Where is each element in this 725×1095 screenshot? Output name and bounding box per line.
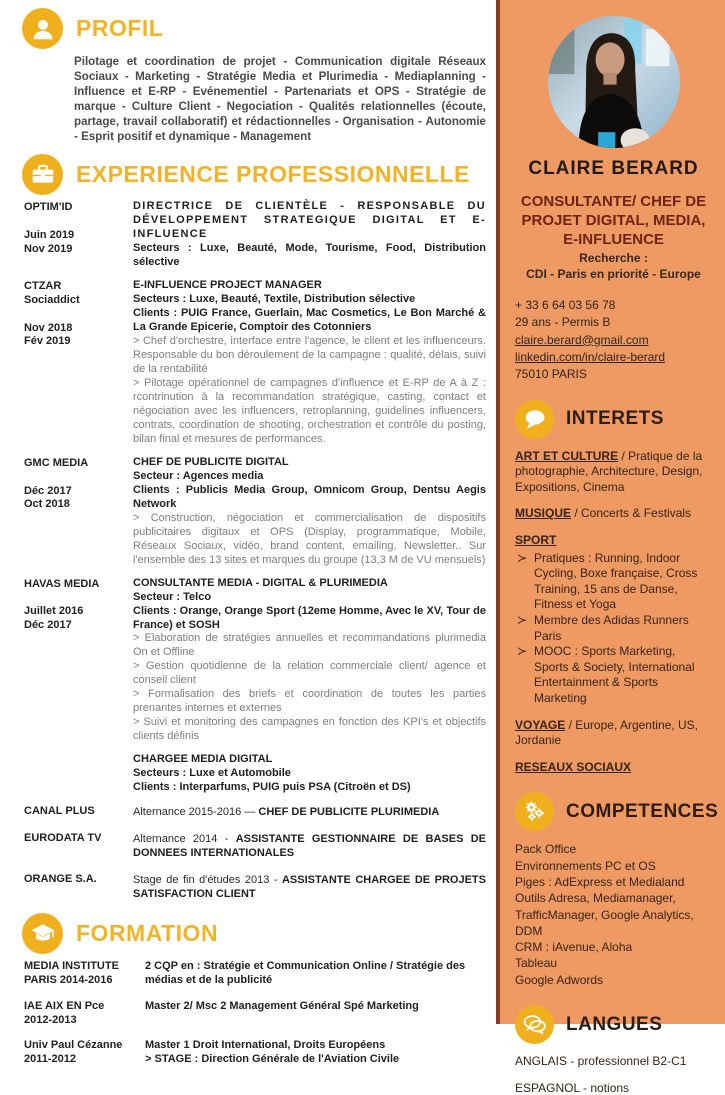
experience-entry-chargee — [24, 753, 486, 795]
school-years: 2011-2012 — [24, 1053, 76, 1066]
competence-item: CRM : iAvenue, Aloha — [515, 940, 633, 955]
person-icon — [22, 8, 63, 49]
experience-entry-canalplus — [24, 804, 486, 820]
experience-section-header — [22, 154, 486, 195]
degree-stage-line: > STAGE : Direction Générale de l'Aviation Civile — [145, 1053, 400, 1066]
competences-section-header — [515, 792, 719, 831]
entry-left — [24, 456, 124, 568]
job-sectors: Secteur : Agences media — [133, 469, 264, 482]
experience-entry-eurodata — [24, 831, 486, 861]
speech-bubble-icon — [515, 400, 554, 439]
competences-heading: COMPETENCES — [566, 800, 719, 822]
school-line: MEDIA INSTITUTE — [24, 959, 119, 972]
job-title: DIRECTRICE DE CLIENTÈLE - RESPONSABLE DU DÉVELOPPEMENT STRATEGIQUE DIGITAL ET E-INFLUENCE — [133, 200, 486, 241]
company-name: ORANGE S.A. — [24, 873, 97, 886]
role-prefix: Stage de fin d'études 2013 - — [133, 874, 282, 887]
experience-heading: EXPERIENCE PROFESSIONNELLE — [76, 161, 470, 188]
arrow-bullet-icon: ≻ — [517, 612, 528, 627]
competences-list — [515, 841, 712, 988]
date-start: Juin 2019 — [24, 229, 75, 242]
contact-block — [515, 297, 712, 382]
interest-label: VOYAGE — [515, 717, 566, 732]
date-end: Oct 2018 — [24, 498, 70, 511]
interest-musique — [515, 506, 712, 522]
entry-dates — [24, 322, 124, 350]
formation-heading: FORMATION — [76, 919, 219, 946]
experience-entry-orange — [24, 872, 486, 902]
interest-label: ART ET CULTURE — [515, 448, 619, 463]
school-line: Univ Paul Cézanne — [24, 1039, 123, 1052]
langues-section-header — [515, 1005, 712, 1044]
competence-item: Tableau — [515, 956, 558, 971]
date-start: Déc 2017 — [24, 484, 72, 497]
interest-text: / Europe, Argentine, US, Jordanie — [515, 717, 698, 748]
email-link[interactable]: claire.berard@gmail.com — [515, 332, 649, 347]
search-label: Recherche : — [579, 251, 648, 266]
language-espagnol: ESPAGNOL - notions — [515, 1081, 630, 1095]
address: 75010 PARIS — [515, 366, 587, 381]
interest-art-culture — [515, 449, 712, 496]
interest-label: MUSIQUE — [515, 506, 572, 521]
experience-entry-optimid — [24, 200, 486, 270]
job-clients: Clients : PUIG France, Guerlain, Mac Cosmetics, Le Bon Marché & La Grande Epicerie, Comptoir des Cotonniers — [133, 307, 486, 334]
job-clients: Clients : Publicis Media Group, Omnicom Group, Dentsu Aegis Network — [133, 483, 486, 510]
entry-body — [133, 279, 486, 447]
job-sectors: Secteurs : Luxe, Beauté, Textile, Distribution sélective — [133, 293, 416, 306]
interets-section-header — [515, 400, 712, 439]
arrow-bullet-icon: ≻ — [517, 550, 528, 565]
role-prefix: Alternance 2014 - — [133, 833, 236, 846]
interest-text: / Pratique de la photographie, Architecture, Design, Expositions, Cinema — [515, 448, 703, 494]
age-permit: 29 ans - Permis B — [515, 315, 611, 330]
degree-line: Master 1 Droit International, Droits Européens — [145, 1039, 386, 1052]
entry-body — [133, 577, 486, 745]
company-name: CTZAR — [24, 280, 62, 293]
company-name: HAVAS MEDIA — [24, 577, 100, 590]
job-title: CONSULTANTE MEDIA - DIGITAL & PLURIMEDIA — [133, 576, 388, 589]
formation-section-header — [22, 913, 486, 954]
company-name-2: Sociaddict — [24, 293, 80, 306]
entry-dates — [24, 605, 124, 633]
job-detail: > Construction, négociation et commercialisation de dispositifs publicitaires digitaux et OPS (Display, programmatique, Mobile, Réseaux Sociaux, vidéo, brand content, emailing, Newsletter.. Sur l'ensemble des 13 sites et marques du groupe (13,3 M de VU mensuels) — [133, 511, 486, 566]
job-title: E-INFLUENCE PROJECT MANAGER — [133, 279, 322, 292]
date-end: Déc 2017 — [24, 619, 72, 632]
interest-reseaux-sociaux — [515, 760, 712, 776]
experience-entry-ctzar — [24, 279, 486, 447]
search-value: CDI - Paris en priorité - Europe — [526, 266, 701, 281]
company-name: CANAL PLUS — [24, 805, 95, 818]
entry-left — [24, 577, 124, 745]
school-years: PARIS 2014-2016 — [24, 974, 113, 987]
company-name: EURODATA TV — [24, 832, 102, 845]
interets-heading: INTERETS — [566, 408, 664, 430]
interest-label: SPORT — [515, 532, 557, 547]
sport-bullet — [517, 551, 712, 613]
degree: 2 CQP en : Stratégie et Communication Online / Stratégie des médias et de la publicité — [145, 959, 466, 987]
job-sectors: Secteur : Telco — [133, 590, 212, 603]
job-detail: > Gestion quotidienne de la relation commerciale client/ agence et conseil client — [133, 660, 486, 687]
chat-bubbles-icon — [515, 1005, 554, 1044]
entry-dates — [24, 229, 124, 257]
interest-voyage — [515, 718, 712, 749]
profil-heading: PROFIL — [76, 15, 164, 41]
competence-item: Environnements PC et OS — [515, 858, 656, 873]
langues-heading: LANGUES — [566, 1013, 663, 1035]
profil-section-header — [22, 8, 486, 49]
degree: Master 2/ Msc 2 Management Général Spé Marketing — [145, 999, 419, 1012]
job-detail: > Elaboration de stratégies annuelles et recommandations plurimedia On et Offline — [133, 632, 486, 659]
interest-sport — [515, 533, 712, 707]
date-end: Fév 2019 — [24, 335, 71, 348]
bullet-text: Membre des Adidas Runners Paris — [534, 612, 689, 643]
phone-number: + 33 6 64 03 56 78 — [515, 298, 616, 313]
job-detail: > Pilotage opérationnel de campagnes d'influence et E-RP de A à Z : rcontrinution à la recommandation stratégique, casting, contact et négociation avec les influencers, retroplanning, guidelines influencers, contrats, coordination de shooting, orchestration et contrôle du posting, bilan final et mesures de performances. — [133, 377, 486, 445]
job-detail: > Chef d'orchestre, interface entre l'agence, le client et les influenceurs. Responsable du bon déroulement de la campagne : qualité, délais, suivi de la rentabilité — [133, 335, 486, 376]
role-title: CHEF DE PUBLICITE PLURIMEDIA — [258, 806, 440, 819]
competence-item: Google Adwords — [515, 972, 604, 987]
degree — [145, 1038, 486, 1067]
arrow-bullet-icon: ≻ — [517, 644, 528, 659]
entry-left — [24, 200, 124, 270]
sport-bullet — [517, 644, 712, 706]
entry-left — [24, 279, 124, 447]
date-start: Nov 2018 — [24, 321, 73, 334]
sport-bullets — [515, 551, 712, 707]
job-clients: Clients : Orange, Orange Sport (12eme Homme, Avec le XV, Tour de France) et SOSH — [133, 604, 486, 631]
interest-text: / Concerts & Festivals — [571, 506, 692, 521]
role-prefix: Alternance 2015-2016 — — [133, 806, 259, 819]
date-end: Nov 2019 — [24, 242, 73, 255]
role-title: ASSISTANTE GESTIONNAIRE DE BASES DE DONNEES INTERNATIONALES — [133, 833, 487, 860]
school-years: 2012-2013 — [24, 1013, 77, 1026]
sport-bullet — [517, 613, 712, 644]
role-title: ASSISTANTE CHARGEE DE PROJETS SATISFACTION CLIENT — [133, 874, 486, 900]
candidate-name: CLAIRE BERARD — [528, 158, 699, 179]
school-name — [24, 959, 136, 988]
school-name — [24, 999, 136, 1028]
entry-left — [24, 753, 124, 795]
briefcase-icon — [22, 154, 63, 195]
entry-body — [133, 872, 486, 902]
competence-item: Piges : AdExpress et Medialand — [515, 874, 685, 889]
job-title: CHEF DE PUBLICITE DIGITAL — [133, 455, 289, 468]
company-name: OPTIM'ID — [24, 201, 73, 214]
entry-body — [133, 753, 486, 795]
cv-sidebar — [496, 0, 725, 1095]
entry-body — [133, 804, 486, 820]
search-status — [515, 251, 712, 282]
linkedin-link[interactable]: linkedin.com/in/claire-berard — [515, 349, 666, 364]
experience-entry-gmc — [24, 456, 486, 568]
bullet-text: MOOC : Sports Marketing, Sports & Society, International Entertainment & Sports Marketing — [534, 644, 695, 705]
gears-icon — [515, 792, 554, 831]
formation-item-univ-paul-cezanne — [24, 1038, 486, 1067]
job-detail: > Formalisation des briefs et coordination de toutes les parties prenantes internes et externes — [133, 688, 486, 715]
graduation-cap-icon — [22, 913, 63, 954]
job-clients: Clients : Interparfums, PUIG puis PSA (Citroën et DS) — [133, 781, 411, 794]
entry-dates — [24, 485, 124, 513]
entry-body — [133, 456, 486, 568]
formation-item-iae-aix — [24, 999, 486, 1028]
job-title: CHARGEE MEDIA DIGITAL — [133, 753, 273, 766]
company-name: GMC MEDIA — [24, 456, 89, 469]
experience-entry-havas — [24, 577, 486, 745]
entry-body — [133, 200, 486, 270]
bullet-text: Pratiques : Running, Indoor Cycling, Boxe française, Cross Training, 15 ans de Danse, Fitness et Yoga — [534, 550, 698, 612]
school-name — [24, 1038, 136, 1067]
entry-body — [133, 831, 486, 861]
language-anglais: ANGLAIS - professionnel B2-C1 — [515, 1054, 687, 1069]
job-sectors: Secteurs : Luxe et Automobile — [133, 767, 291, 780]
interest-label: RESEAUX SOCIAUX — [515, 759, 632, 774]
competence-item: Pack Office — [515, 842, 577, 857]
job-sectors: Secteurs : Luxe, Beauté, Mode, Tourisme, Food, Distribution sélective — [133, 242, 486, 269]
date-start: Juillet 2016 — [24, 605, 84, 618]
competence-item: Outils Adresa, Mediamanager, TrafficManager, Google Analytics, DDM — [515, 891, 694, 938]
school-line: IAE AIX EN Pce — [24, 999, 105, 1012]
job-detail: > Suivi et monitoring des campagnes en fonction des KPI's et objectifs clients définis — [133, 716, 486, 743]
candidate-title: CONSULTANTE/ CHEF DE PROJET DIGITAL, MEDIA, E-INFLUENCE — [520, 193, 707, 248]
profil-text: Pilotage et coordination de projet - Communication digitale Réseaux Sociaux - Marketing - Stratégie Media et Plurimedia - Mediaplanning - Influence et E-RP - Evénementiel - Partenariats et OPS - Stratégie de marque - Culture Client - Negociation - Qualités relationnelles (écoute, partage, travail collaboratif) et rédactionnelles - Organisation - Autonomie - Esprit positif et dynamique - Management — [74, 55, 486, 144]
profile-photo — [548, 16, 680, 148]
formation-item-media-institute — [24, 959, 486, 988]
